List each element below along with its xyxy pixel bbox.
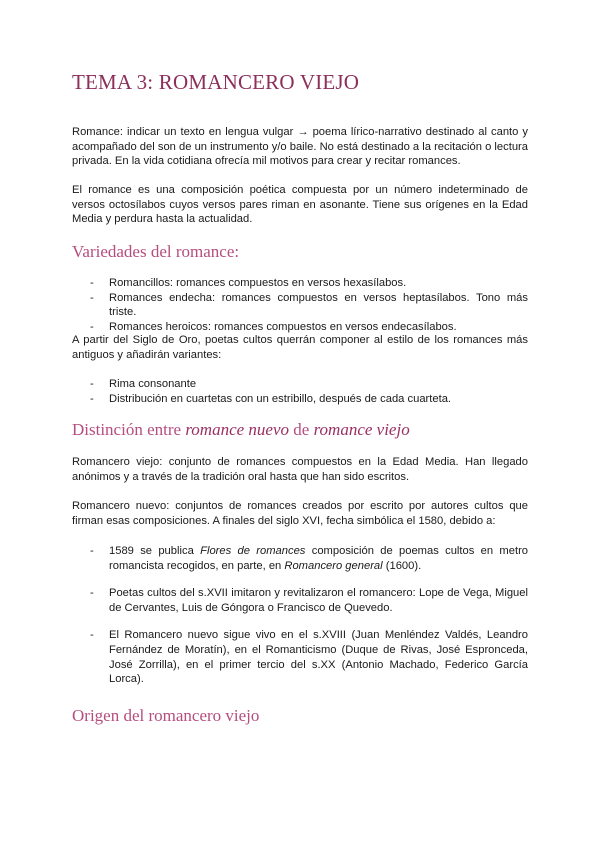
page-title: TEMA 3: ROMANCERO VIEJO — [72, 70, 360, 94]
title-flores-de-romances: Flores de romances — [200, 545, 306, 557]
bullet-dash: - — [90, 291, 94, 304]
bullet-dash: - — [90, 320, 94, 333]
list-item: - Romancillos: romances compuestos en versos hexasílabos. — [90, 277, 407, 289]
paragraph-siglo-de-oro: A partir del Siglo de Oro, poetas cultos querrán componer al estilo de los romances más antiguos y añadirán variantes: — [72, 334, 528, 361]
heading-distincion: Distinción entre romance nuevo de romance viejo — [72, 420, 410, 439]
paragraph-romancero-viejo: Romancero viejo: conjunto de romances compuestos en la Edad Media. Han llegado anónimos y a través de la tradición oral hasta que han sido escritos. — [72, 456, 528, 483]
bullet-dash: - — [90, 378, 94, 390]
list-causas — [72, 544, 528, 687]
intro-paragraph-romance: Romance: indicar un texto en lengua vulgar → poema lírico-narrativo destinado al canto y acompañado del son de un instrumento y/o baile. No está destinado a la recitación o lectura privada. En la vida cotidiana ofrecía mil motivos para crear y recitar romances. — [72, 126, 528, 168]
heading-em-romance-viejo: romance viejo — [313, 420, 410, 439]
bullet-dash: - — [90, 629, 94, 642]
list-item: - 1589 se publica Flores de romances composición de poemas cultos en metro romancista recogidos, en parte, en Romancero general (1600). — [90, 545, 529, 572]
list-variedades — [72, 276, 528, 334]
paragraph-romancero-nuevo: Romancero nuevo: conjuntos de romances creados por escrito por autores cultos que firman esas composiciones. A finales del siglo XVI, fecha simbólica el 1580, debido a: — [72, 500, 528, 527]
list-item: - Romances heroicos: romances compuestos en versos endecasílabos. — [90, 320, 457, 333]
list-item: - El Romancero nuevo sigue vivo en el s.XVIII (Juan Menléndez Valdés, Leandro Fernández de Moratín), en el Romanticismo (Duque de Rivas, José Espronceda, José Zorrilla), en el primer tercio del s.XX (Antonio Machado, Federico García Lorca). — [90, 629, 528, 686]
bullet-dash: - — [90, 545, 94, 557]
bullet-dash: - — [90, 392, 94, 405]
heading-origen: Origen del romancero viejo — [72, 706, 260, 725]
list-item: - Distribución en cuartetas con un estribillo, después de cada cuarteta. — [90, 392, 452, 405]
list-item: - Romances endecha: romances compuestos en versos heptasílabos. Tono más triste. — [90, 291, 528, 319]
heading-variedades: Variedades del romance: — [72, 242, 240, 261]
title-romancero-general: Romancero general — [284, 559, 383, 572]
bullet-dash: - — [90, 277, 94, 289]
bullet-dash: - — [90, 587, 94, 600]
list-variantes — [72, 377, 528, 406]
heading-em-romance-nuevo: romance nuevo — [185, 420, 290, 439]
list-item: - Rima consonante — [90, 378, 197, 390]
list-item: - Poetas cultos del s.XVII imitaron y revitalizaron el romancero: Lope de Vega, Miguel de Cervantes, Luis de Góngora o Francisco de Quevedo. — [90, 587, 528, 614]
intro-paragraph-definition: El romance es una composición poética compuesta por un número indeterminado de versos octosílabos cuyos versos pares riman en asonante. Tiene sus orígenes en la Edad Media y perdura hasta la actualidad. — [72, 184, 528, 226]
